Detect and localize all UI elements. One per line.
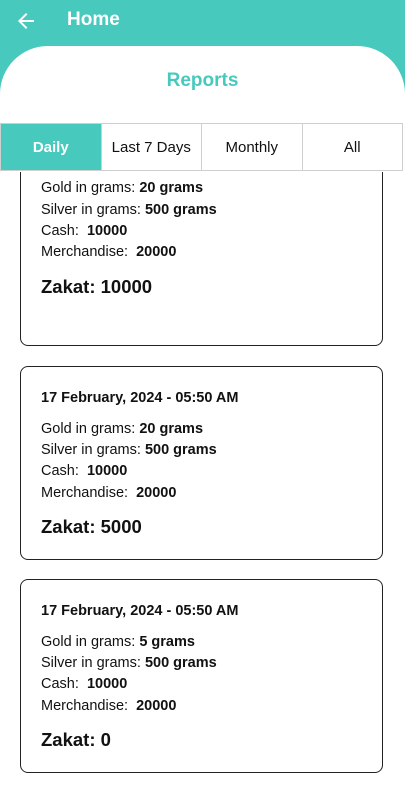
gold-label: Gold in grams: <box>41 421 136 437</box>
tab-last-7-days[interactable]: Last 7 Days <box>101 124 202 170</box>
cash-row <box>41 223 127 239</box>
page-title: Reports <box>166 70 239 91</box>
cash-label: Cash: <box>41 463 79 479</box>
merchandise-row <box>41 698 176 714</box>
merchandise-value: 20000 <box>136 485 177 501</box>
header-title: Home <box>67 9 120 30</box>
zakat-amount: Zakat: 10000 <box>41 276 153 297</box>
silver-value: 500 grams <box>144 655 217 671</box>
cash-label: Cash: <box>41 676 79 692</box>
merchandise-row <box>41 244 176 260</box>
report-card[interactable] <box>20 172 383 346</box>
period-tabs <box>0 123 403 171</box>
gold-value: 20 grams <box>139 180 204 196</box>
silver-row <box>41 655 217 671</box>
cash-value: 10000 <box>86 223 128 239</box>
gold-label: Gold in grams: <box>41 180 136 196</box>
report-card[interactable] <box>20 579 383 773</box>
zakat-amount: Zakat: 0 <box>41 729 111 750</box>
gold-row <box>41 180 203 196</box>
cash-value: 10000 <box>86 463 128 479</box>
merchandise-row <box>41 485 176 501</box>
merchandise-value: 20000 <box>136 244 177 260</box>
cash-row <box>41 676 127 692</box>
gold-value: 20 grams <box>139 421 204 437</box>
report-date: 17 February, 2024 - 05:50 AM <box>41 603 239 619</box>
tab-monthly[interactable]: Monthly <box>201 124 302 170</box>
report-date: 17 February, 2024 - 05:50 AM <box>41 390 239 406</box>
gold-row <box>41 421 203 437</box>
merchandise-label: Merchandise: <box>41 698 129 714</box>
arrow-left-icon[interactable] <box>14 9 38 33</box>
zakat-amount: Zakat: 5000 <box>41 516 142 537</box>
silver-label: Silver in grams: <box>41 655 141 671</box>
silver-row <box>41 442 217 458</box>
gold-row <box>41 634 195 650</box>
cash-value: 10000 <box>86 676 128 692</box>
merchandise-label: Merchandise: <box>41 244 129 260</box>
cash-row <box>41 463 127 479</box>
tab-daily[interactable]: Daily <box>1 124 101 170</box>
silver-label: Silver in grams: <box>41 442 141 458</box>
merchandise-label: Merchandise: <box>41 485 129 501</box>
silver-value: 500 grams <box>144 202 217 218</box>
app-bar <box>0 0 405 46</box>
tab-all[interactable]: All <box>302 124 403 170</box>
report-card[interactable] <box>20 366 383 560</box>
silver-row <box>41 202 217 218</box>
merchandise-value: 20000 <box>136 698 177 714</box>
gold-value: 5 grams <box>139 634 195 650</box>
gold-label: Gold in grams: <box>41 634 136 650</box>
cash-label: Cash: <box>41 223 79 239</box>
silver-label: Silver in grams: <box>41 202 141 218</box>
silver-value: 500 grams <box>144 442 217 458</box>
reports-list[interactable] <box>0 172 405 800</box>
